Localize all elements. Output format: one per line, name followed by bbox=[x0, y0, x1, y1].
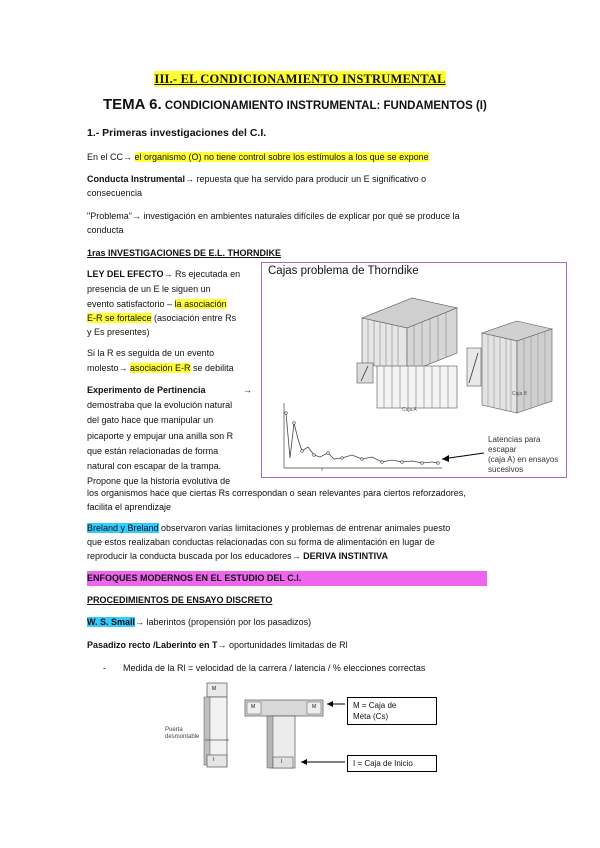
si-line-1: Si la R es seguida de un evento bbox=[87, 348, 215, 358]
exp-line-8: los organismos hace que ciertas Rs correspondan o sean relevantes para ciertos reforzadores, bbox=[87, 488, 466, 498]
figure-cajas-problema bbox=[261, 262, 567, 478]
cc-highlight: el organismo (O) no tiene control sobre los estímulos a los que se expone bbox=[134, 152, 429, 162]
maze-i-label-2: I bbox=[281, 759, 283, 765]
ley-line-5: y Es presentes) bbox=[87, 327, 150, 337]
meta-box-label: M = Caja de Meta (Cs) bbox=[347, 697, 437, 725]
thorndike-heading: 1ras INVESTIGACIONES DE E.L. THORNDIKE bbox=[87, 248, 282, 258]
si-line-2: molesto→ asociación E-R se debilita bbox=[87, 363, 234, 373]
latency-caption: Latencias para escapar (caja A) en ensayos sucesivos bbox=[488, 435, 559, 474]
t-maze bbox=[245, 700, 323, 768]
small-line: W. S. Small→ laberintos (propensión por los pasadizos) bbox=[87, 617, 312, 627]
tema-label: TEMA 6. bbox=[103, 96, 162, 113]
caja-a-drawing bbox=[357, 298, 457, 408]
puerta-label: Puerta desmontable bbox=[165, 727, 200, 740]
caja-a-label: Caja A bbox=[402, 407, 417, 413]
problema-line-2: conducta bbox=[87, 225, 124, 235]
inicio-box-label: I = Caja de Inicio bbox=[347, 755, 437, 772]
pasadizo-line: Pasadizo recto /Laberinto en T→ oportunidades limitadas de Rl bbox=[87, 640, 348, 650]
caja-b-label: Caja B bbox=[512, 391, 528, 397]
cc-line: En el CC→ el organismo (O) no tiene control sobre los estímulos a los que se expone bbox=[87, 152, 429, 162]
ley-line-2: presencia de un E le siguen un bbox=[87, 284, 211, 294]
experiment-block: Experimento de Pertinencia → demostraba que la evolución natural del gato hace que manipular un picaporte y empujar una anilla son R que están relacionadas de forma natural con escapar de la trampa. Propone que la historia evolutiva de bbox=[87, 385, 252, 487]
maze-m-label-3: M bbox=[312, 704, 317, 710]
section-heading: 1.- Primeras investigaciones del C.I. bbox=[87, 127, 267, 139]
tema-title bbox=[103, 96, 487, 113]
figure-title: Cajas problema de Thorndike bbox=[268, 265, 419, 277]
modern-heading: ENFOQUES MODERNOS EN EL ESTUDIO DEL C.I. bbox=[87, 571, 487, 586]
tema-subtitle: CONDICIONAMIENTO INSTRUMENTAL: FUNDAMENTOS (I) bbox=[161, 100, 487, 112]
breland-line-3: reproducir la conducta buscada por los educadores→ DERIVA INSTINTIVA bbox=[87, 551, 388, 561]
ley-line-3: evento satisfactorio – la asociación bbox=[87, 299, 227, 309]
latency-graph bbox=[284, 403, 442, 471]
maze-m-label-1: M bbox=[212, 686, 217, 692]
ley-line-1: LEY DEL EFECTO→ Rs ejecutada en bbox=[87, 269, 241, 279]
breland-line-1: Breland y Breland observaron varias limitaciones y problemas de entrenar animales puesto bbox=[87, 523, 451, 533]
maze-i-label-1: I bbox=[213, 757, 215, 763]
ley-line-4: E-R se fortalece (asociación entre Rs bbox=[87, 313, 237, 323]
maze-m-label-2: M bbox=[251, 704, 256, 710]
breland-line-2: que estos realizaban conductas relacionadas con su forma de alimentación en lugar de bbox=[87, 537, 435, 547]
caja-b-drawing bbox=[467, 321, 552, 413]
exp-line-9: facilita el aprendizaje bbox=[87, 502, 172, 512]
main-title: III.- EL CONDICIONAMIENTO INSTRUMENTAL bbox=[154, 72, 446, 86]
bullet-text: Medida de la Rl = velocidad de la carrera / latencia / % elecciones correctas bbox=[123, 663, 426, 673]
ci-line-1: Conducta Instrumental→ repuesta que ha servido para producir un E significativo o bbox=[87, 174, 427, 184]
breland-highlight: Breland y Breland bbox=[87, 523, 159, 533]
small-highlight: W. S. Small bbox=[87, 617, 136, 627]
bullet-dash: - bbox=[103, 663, 106, 673]
problema-line-1: "Problema"→ investigación en ambientes naturales difíciles de explicar por qué se produce la bbox=[87, 211, 460, 221]
proc-heading: PROCEDIMIENTOS DE ENSAYO DISCRETO bbox=[87, 595, 273, 605]
straight-alley bbox=[204, 683, 229, 767]
ci-line-2: consecuencia bbox=[87, 188, 143, 198]
